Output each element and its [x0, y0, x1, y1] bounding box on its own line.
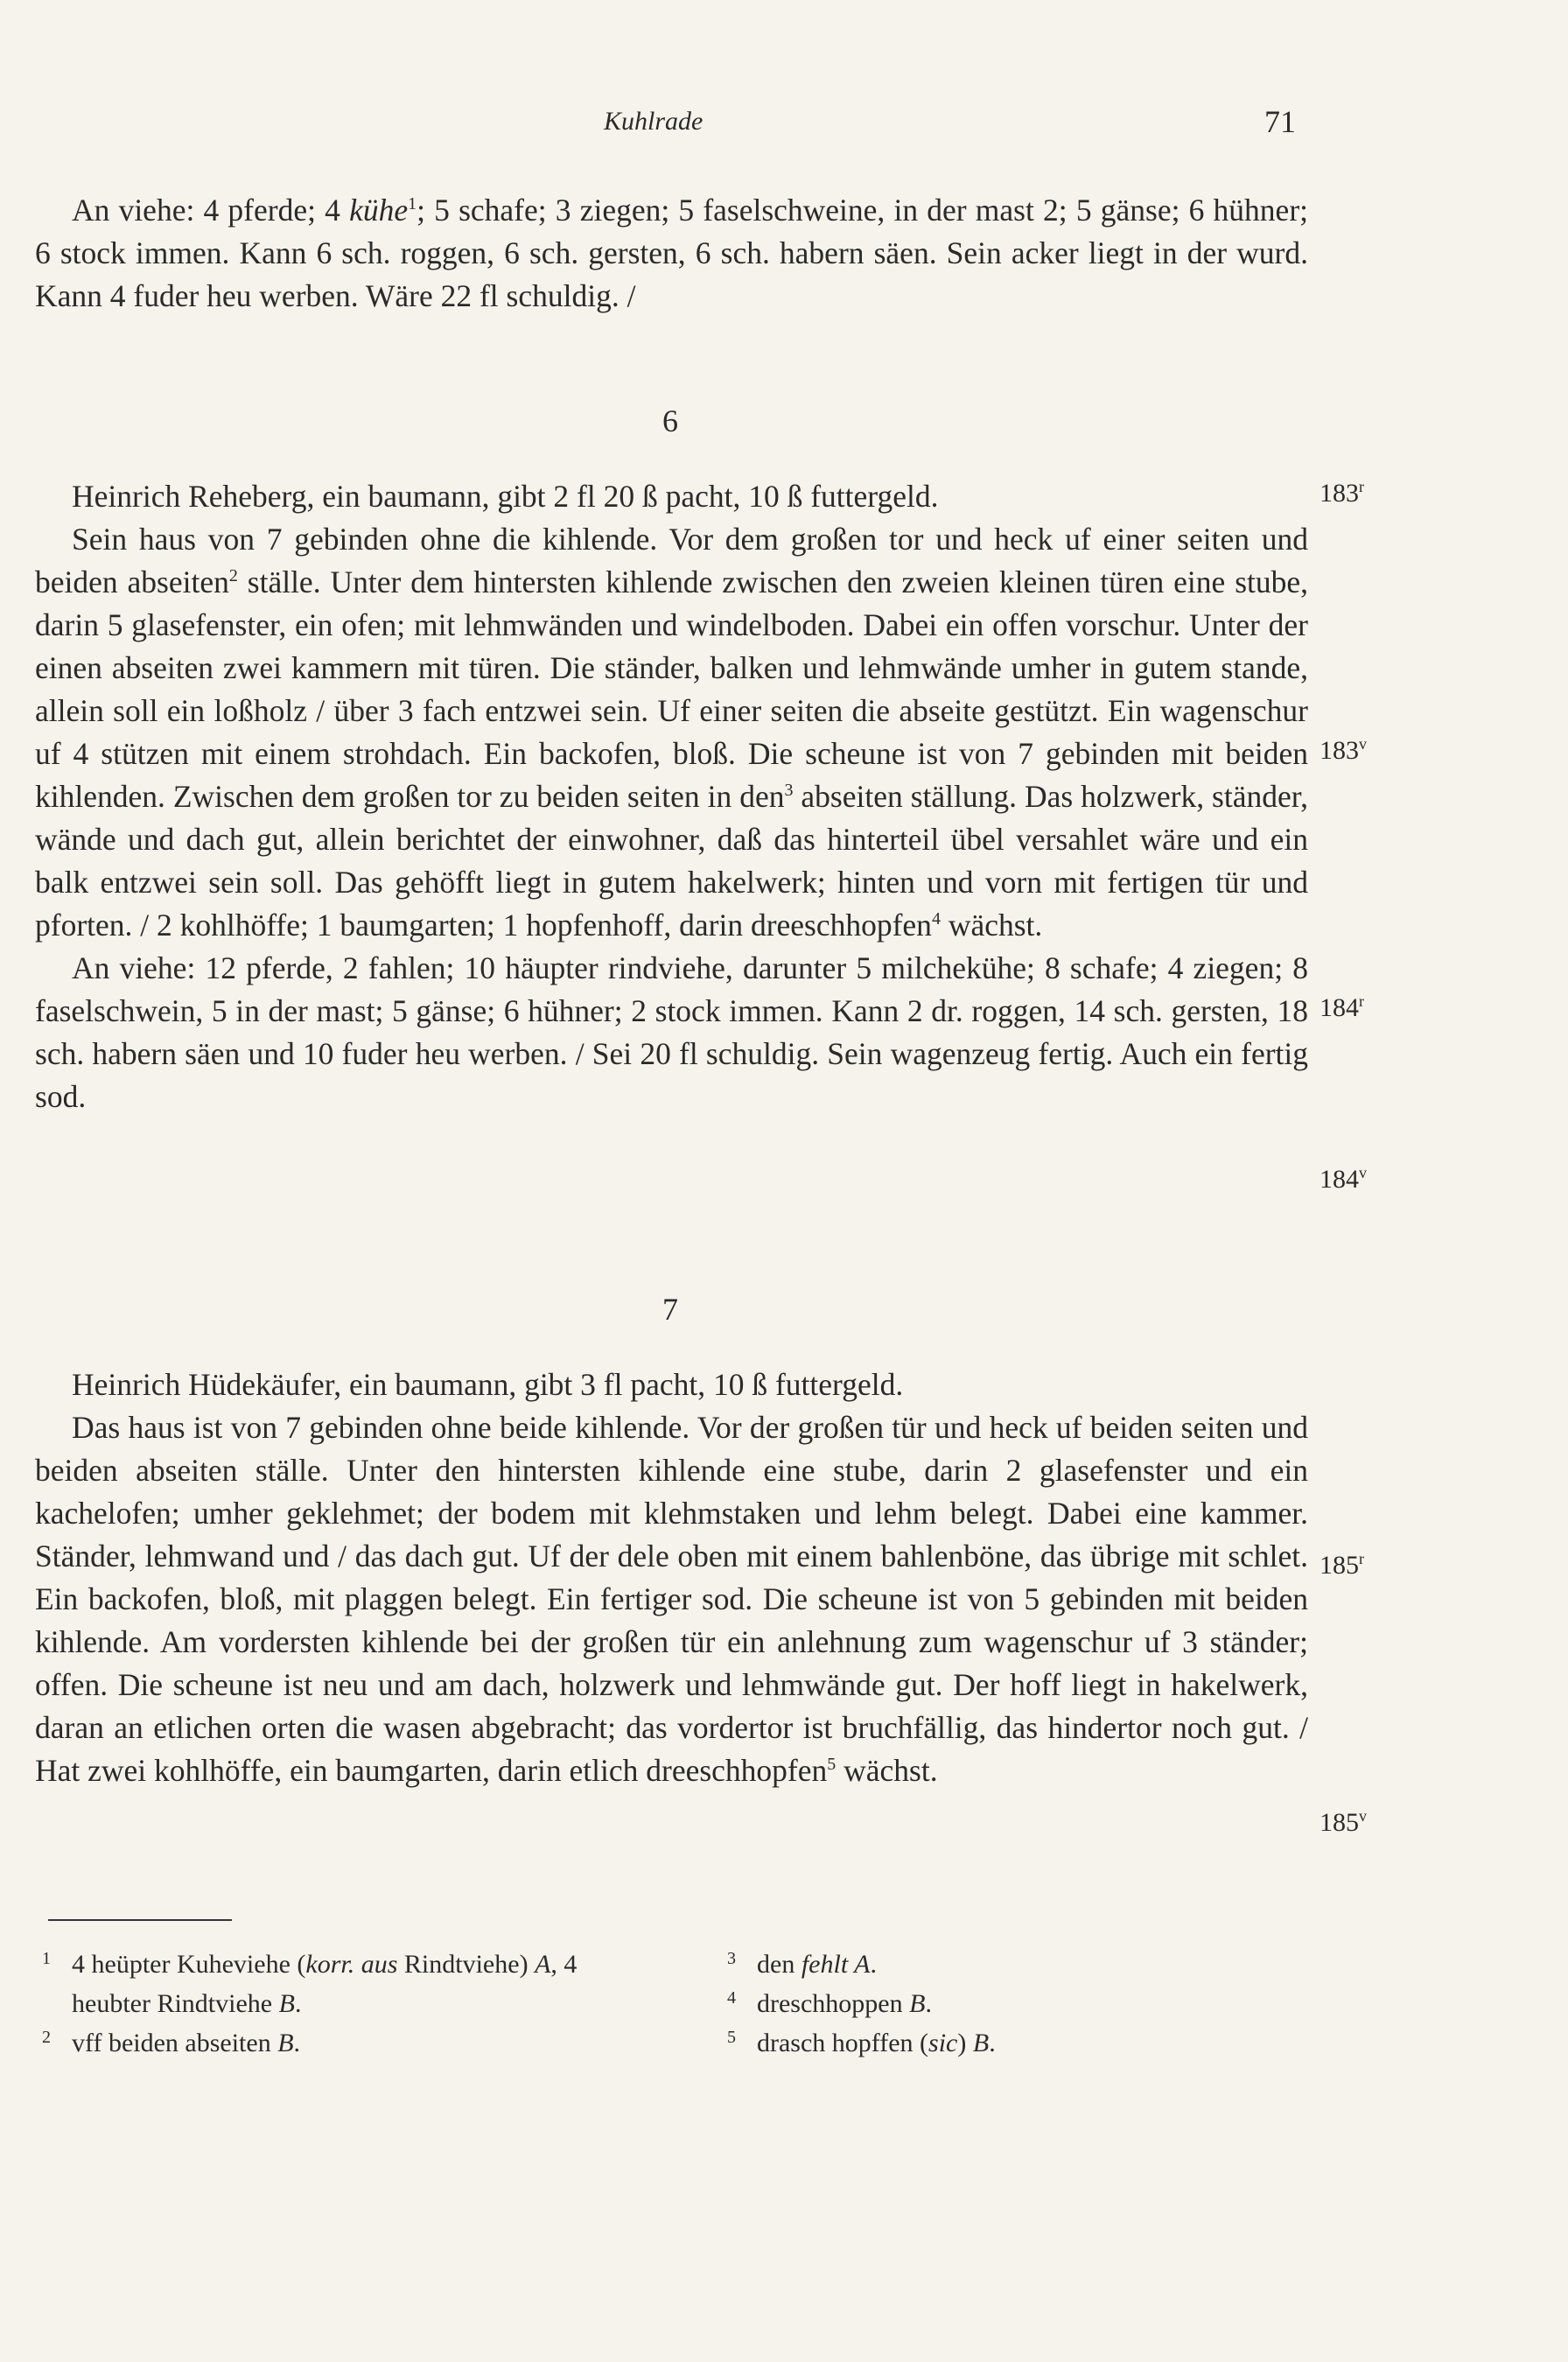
folio-marker: 183$^r$	[1320, 478, 1364, 508]
footnote-5: 5 drasch hopffen (sic) B.	[727, 2028, 996, 2057]
folio-marker: 183$^v$	[1320, 735, 1367, 765]
footnote-separator	[48, 1919, 232, 1921]
section-number-6: 6	[662, 403, 678, 438]
running-title: Kuhlrade	[604, 107, 704, 136]
folio-marker: 184$^v$	[1320, 1164, 1367, 1194]
footnote-ref: 1	[408, 194, 417, 214]
section-6-body	[35, 475, 1308, 1118]
footnotes-right-column	[720, 1945, 1280, 2063]
section-7-body	[35, 1363, 1308, 1792]
footnote-2: 2 vff beiden abseiten B.	[42, 2028, 301, 2057]
footnotes-left-column	[35, 1945, 639, 2063]
paragraph-livestock-top: An viehe: 4 pferde; 4 kühe$^1$; 5 schafe; 3 ziegen; 5 faselschweine, in der mast 2; 5 gänse; 6 hühner; 6 stock immen. Kann 6 sch. roggen, 6 sch. gersten, 6 sch. habern säen. Sein acker liegt in der wurd. Kann 4 fuder heu werben. Wäre 22 fl schuldig. /	[35, 193, 1308, 313]
footnote-4: 4 dreschhoppen B.	[727, 1988, 932, 2018]
running-head	[0, 104, 1568, 151]
folio-marker: 185$^r$	[1320, 1550, 1364, 1580]
folio-marker: 184$^r$	[1320, 992, 1364, 1022]
folio-marker: 185$^v$	[1320, 1807, 1367, 1837]
footnote-ref: 3	[784, 781, 794, 801]
section-7-house-description: Das haus ist von 7 gebinden ohne beide kihlende. Vor der großen tür und heck uf beiden seiten und beiden abseiten ställe. Unter den hintersten kihlende eine stube, darin 2 glasefenster und ein kachelofen; umher geklehmet; der bodem mit klehmstaken und lehm belegt. Dabei eine kammer. Ständer, lehmwand und / das dach gut. Uf der dele oben mit einem bahlenböne, das übrige mit schlet. Ein backofen, bloß, mit plaggen belegt. Ein fertiger sod. Die scheune ist von 5 gebinden mit beiden kihlende. Am vordersten kihlende bei der großen tür ein anlehnung zum wagenschur uf 3 ständer; offen. Die scheune ist neu und am dach, holzwerk und lehmwände gut. Der hoff liegt in hakelwerk, daran an etlichen orten die wasen abgebracht; das vordertor ist bruchfällig, das hindertor noch gut. / Hat zwei kohlhöffe, ein baumgarten, darin etlich dreeschhopfen$^5$ wächst.	[35, 1410, 1308, 1788]
section-number-7: 7	[662, 1292, 678, 1327]
footnote-3: 3 den fehlt A.	[727, 1949, 877, 1979]
footnote-ref: 5	[827, 1755, 836, 1775]
section-6-house-description: Sein haus von 7 gebinden ohne die kihlende. Vor dem großen tor und heck uf einer seiten und beiden abseiten$^2$ ställe. Unter dem hintersten kihlende zwischen den zweien kleinen türen eine stube, darin 5 glasefenster, ein ofen; mit lehmwänden und windelboden. Dabei ein offen vorschur. Unter der einen abseiten zwei kammern mit türen. Die ständer, balken und lehmwände umher in gutem stande, allein soll ein loßholz / über 3 fach entzwei sein. Uf einer seiten die abseite gestützt. Ein wagenschur uf 4 stützen mit einem strohdach. Ein backofen, bloß. Die scheune ist von 7 gebinden mit beiden kihlenden. Zwischen dem großen tor zu beiden seiten in den$^3$ abseiten ställung. Das holzwerk, ständer, wände und dach gut, allein berichtet der einwohner, daß das hinterteil übel versahlet wäre und ein balk entzwei sein soll. Das gehöfft liegt in gutem hakelwerk; hinten und vorn mit fertigen tür und pforten. / 2 kohlhöffe; 1 baumgarten; 1 hopfenhoff, darin dreeschhopfen$^4$ wächst.	[35, 522, 1309, 943]
footnote-ref: 2	[228, 566, 238, 586]
footnote-ref: 4	[931, 909, 941, 929]
page-number: 71	[1264, 104, 1296, 139]
section-6-livestock: An viehe: 12 pferde, 2 fahlen; 10 häupter rindviehe, darunter 5 milchekühe; 8 schafe; 4 ziegen; 8 faselschwein, 5 in der mast; 5 gänse; 6 hühner; 2 stock immen. Kann 2 dr. roggen, 14 sch. gersten, 18 sch. habern säen und 10 fuder heu werben. / Sei 20 fl schuldig. Sein wagenzeug fertig. Auch ein fertig sod.	[35, 950, 1308, 1114]
section-6-heading-line: Heinrich Reheberg, ein baumann, gibt 2 fl 20 ß pacht, 10 ß futtergeld.	[72, 479, 939, 514]
footnote-1: 1 4 heüpter Kuheviehe (korr. aus Rindtviehe) A, 4 heubter Rindtviehe B.	[42, 1949, 578, 2018]
section-7-heading-line: Heinrich Hüdekäufer, ein baumann, gibt 3 fl pacht, 10 ß futtergeld.	[72, 1367, 904, 1402]
